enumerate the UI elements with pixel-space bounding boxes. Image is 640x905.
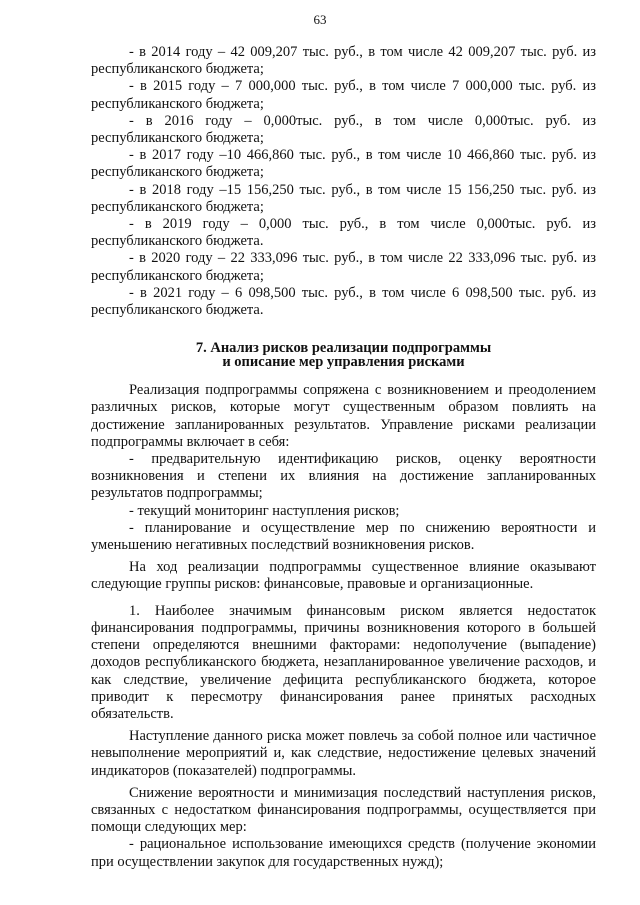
- paragraph-risk-identification: - предварительную идентификацию рисков, оценку вероятности возникновения и степени их влияния на достижение запланированных результатов подпрограммы;: [91, 451, 596, 502]
- budget-line-2018: - в 2018 году –15 156,250 тыс. руб., в том числе 15 156,250 тыс. руб. из республиканского бюджета;: [91, 181, 596, 215]
- section-heading: [91, 341, 596, 369]
- paragraph-risk-monitoring: - текущий мониторинг наступления рисков;: [129, 502, 400, 519]
- budget-line-2017: - в 2017 году –10 466,860 тыс. руб., в том числе 10 466,860 тыс. руб. из республиканского бюджета;: [91, 147, 596, 181]
- budget-line-2019: - в 2019 году – 0,000 тыс. руб., в том числе 0,000тыс. руб. из республиканского бюджета.: [91, 216, 596, 250]
- paragraph-financial-risk: 1. Наиболее значимым финансовым риском является недостаток финансирования подпрограммы, причины возникновения которого в большей степени определяются внешними факторами: недополучение (выпадение) доходов республиканского бюджета, незапланированное увеличение расходов, и как следствие, увеличение дефицита республиканского бюджета, которое приводит к пересмотру финансирования ранее принятых расходных обязательств.: [91, 602, 596, 722]
- paragraph-risk-planning: - планирование и осуществление мер по снижению вероятности и уменьшению негативных последствий возникновения рисков.: [91, 519, 596, 554]
- paragraph-risk-groups: На ход реализации подпрограммы существенное влияние оказывают следующие группы рисков: финансовые, правовые и организационные.: [91, 559, 596, 593]
- paragraph-risk-mitigation: Снижение вероятности и минимизация последствий наступления рисков, связанных с недостатком финансирования подпрограммы, осуществляется при помощи следующих мер:: [91, 784, 596, 836]
- section-title-line2: и описание мер управления рисками: [222, 354, 465, 371]
- paragraph-risk-intro: Реализация подпрограммы сопряжена с возникновением и преодолением различных рисков, которые могут существенным образом повлиять на достижение запланированных результатов. Управление рисками реализации подпрограммы включает в себя:: [91, 382, 596, 450]
- page-number: 63: [313, 12, 327, 27]
- budget-line-2016: - в 2016 году – 0,000тыс. руб., в том числе 0,000тыс. руб. из республиканского бюджета;: [91, 112, 596, 147]
- budget-line-2021: - в 2021 году – 6 098,500 тыс. руб., в том числе 6 098,500 тыс. руб. из республиканского бюджета.: [91, 284, 596, 319]
- section-body: [91, 382, 596, 870]
- section-title-line1: 7. Анализ рисков реализации подпрограммы: [195, 340, 492, 357]
- budget-line-2014: - в 2014 году – 42 009,207 тыс. руб., в том числе 42 009,207 тыс. руб. из республиканского бюджета;: [91, 44, 596, 78]
- budget-line-2020: - в 2020 году – 22 333,096 тыс. руб., в том числе 22 333,096 тыс. руб. из республиканского бюджета;: [91, 250, 596, 284]
- paragraph-risk-consequences: Наступление данного риска может повлечь за собой полное или частичное невыполнение мероприятий и, как следствие, недостижение целевых значений индикаторов (показателей) подпрограммы.: [91, 728, 596, 779]
- budget-line-2015: - в 2015 году – 7 000,000 тыс. руб., в том числе 7 000,000 тыс. руб. из республиканского бюджета;: [91, 78, 596, 112]
- page-content: [91, 44, 596, 871]
- budget-funding-list: [91, 44, 596, 319]
- paragraph-rational-use: - рациональное использование имеющихся средств (получение экономии при осуществлении закупок для государственных нужд);: [91, 836, 596, 870]
